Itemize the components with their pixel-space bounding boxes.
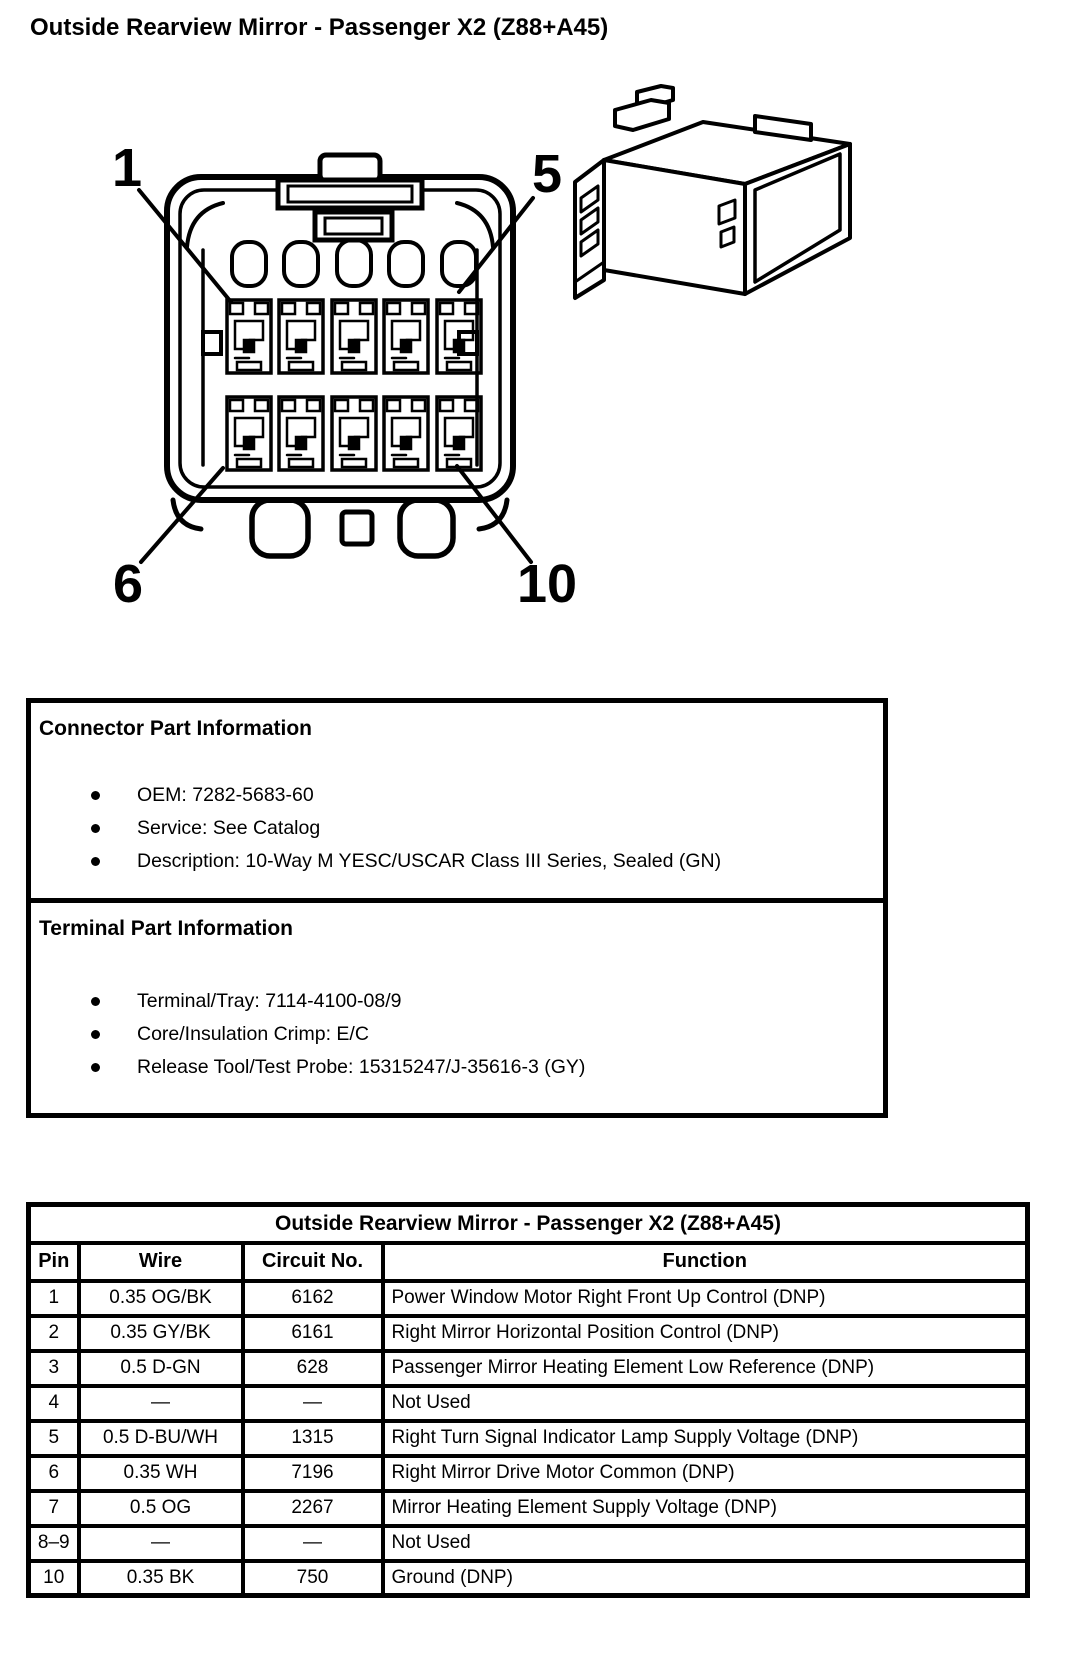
function-cell: Not Used [383, 1386, 1028, 1421]
column-header-function: Function [383, 1243, 1028, 1281]
circuit-cell: 1315 [243, 1421, 383, 1456]
circuit-cell: — [243, 1386, 383, 1421]
wire-cell: 0.5 D-BU/WH [79, 1421, 243, 1456]
pin-cell: 10 [29, 1561, 79, 1596]
pinout-table [26, 1202, 1030, 1598]
wire-cell: — [79, 1526, 243, 1561]
list-item: Release Tool/Test Probe: 15315247/J-35616-3 (GY) [91, 1051, 875, 1084]
table-row [29, 1316, 1028, 1351]
connector-3d-view [575, 86, 850, 298]
table-row [29, 1561, 1028, 1596]
column-header-wire: Wire [79, 1243, 243, 1281]
connector-part-information-list [39, 779, 875, 878]
table-row [29, 1491, 1028, 1526]
wire-cell: 0.5 OG [79, 1491, 243, 1526]
wire-cell: 0.35 GY/BK [79, 1316, 243, 1351]
terminal-part-information-list [39, 985, 875, 1084]
circuit-cell: 7196 [243, 1456, 383, 1491]
pin-cell: 2 [29, 1316, 79, 1351]
table-row [29, 1526, 1028, 1561]
pin-cell: 3 [29, 1351, 79, 1386]
wire-cell: — [79, 1386, 243, 1421]
pin-callout-6: 6 [112, 554, 144, 614]
connector-face-view [167, 155, 513, 556]
table-header-row [29, 1243, 1028, 1281]
wire-cell: 0.35 WH [79, 1456, 243, 1491]
terminal-part-information-section [31, 903, 883, 1113]
leader-line-6 [141, 468, 223, 562]
function-cell: Not Used [383, 1526, 1028, 1561]
pin-callout-5: 5 [531, 144, 563, 204]
wire-cell: 0.35 OG/BK [79, 1281, 243, 1316]
function-cell: Ground (DNP) [383, 1561, 1028, 1596]
list-item: Service: See Catalog [91, 812, 875, 845]
list-item: Core/Insulation Crimp: E/C [91, 1018, 875, 1051]
table-row [29, 1386, 1028, 1421]
function-cell: Power Window Motor Right Front Up Control (DNP) [383, 1281, 1028, 1316]
terminal-part-information-heading: Terminal Part Information [39, 917, 293, 940]
pin-cell: 8–9 [29, 1526, 79, 1561]
pin-callout-1: 1 [111, 138, 143, 198]
connector-diagram-figure [55, 70, 885, 615]
function-cell: Right Mirror Drive Motor Common (DNP) [383, 1456, 1028, 1491]
list-item: OEM: 7282-5683-60 [91, 779, 875, 812]
circuit-cell: 6161 [243, 1316, 383, 1351]
circuit-cell: 750 [243, 1561, 383, 1596]
connector-part-information-section [31, 703, 883, 903]
list-item: Terminal/Tray: 7114-4100-08/9 [91, 985, 875, 1018]
circuit-cell: 6162 [243, 1281, 383, 1316]
table-title-row [29, 1205, 1028, 1243]
part-information-box [26, 698, 888, 1118]
page-title: Outside Rearview Mirror - Passenger X2 (Z88+A45) [30, 14, 609, 41]
function-cell: Right Turn Signal Indicator Lamp Supply Voltage (DNP) [383, 1421, 1028, 1456]
pin-cell: 6 [29, 1456, 79, 1491]
pin-cell: 1 [29, 1281, 79, 1316]
circuit-cell: 2267 [243, 1491, 383, 1526]
function-cell: Passenger Mirror Heating Element Low Reference (DNP) [383, 1351, 1028, 1386]
function-cell: Mirror Heating Element Supply Voltage (DNP) [383, 1491, 1028, 1526]
pin-callout-10: 10 [516, 554, 578, 614]
column-header-pin: Pin [29, 1243, 79, 1281]
list-item: Description: 10-Way M YESC/USCAR Class III Series, Sealed (GN) [91, 845, 875, 878]
pin-cell: 5 [29, 1421, 79, 1456]
column-header-circuit: Circuit No. [243, 1243, 383, 1281]
connector-part-information-heading: Connector Part Information [39, 717, 313, 740]
wire-cell: 0.5 D-GN [79, 1351, 243, 1386]
circuit-cell: — [243, 1526, 383, 1561]
wire-cell: 0.35 BK [79, 1561, 243, 1596]
table-row [29, 1281, 1028, 1316]
pin-cell: 7 [29, 1491, 79, 1526]
table-row [29, 1456, 1028, 1491]
function-cell: Right Mirror Horizontal Position Control (DNP) [383, 1316, 1028, 1351]
circuit-cell: 628 [243, 1351, 383, 1386]
table-row [29, 1421, 1028, 1456]
table-row [29, 1351, 1028, 1386]
table-title: Outside Rearview Mirror - Passenger X2 (Z88+A45) [29, 1205, 1028, 1243]
pin-cell: 4 [29, 1386, 79, 1421]
